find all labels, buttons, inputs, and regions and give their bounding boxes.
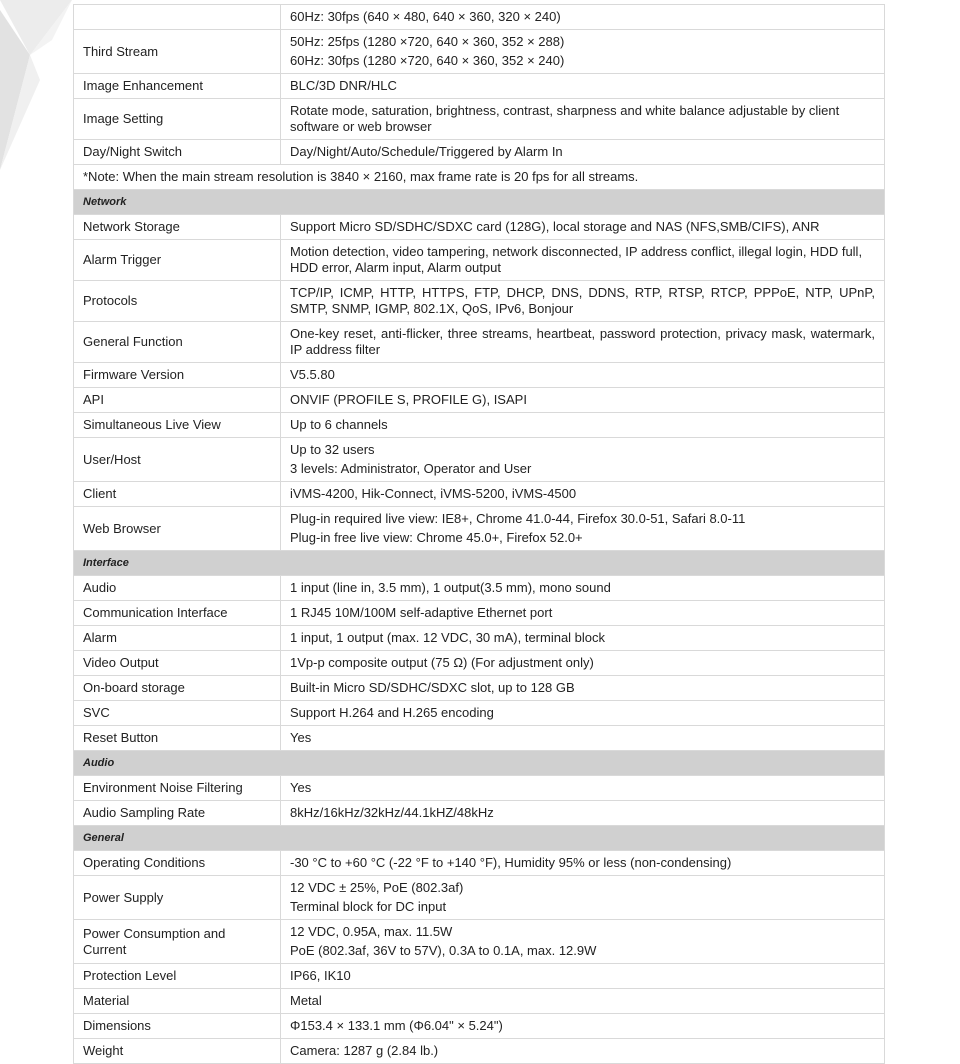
- spec-label: Protection Level: [74, 964, 281, 989]
- spec-value: [281, 920, 885, 964]
- spec-value-line: ONVIF (PROFILE S, PROFILE G), ISAPI: [290, 392, 527, 407]
- spec-value: [281, 726, 885, 751]
- spec-value: [281, 801, 885, 826]
- spec-row: [74, 74, 885, 99]
- spec-value-line: 60Hz: 30fps (640 × 480, 640 × 360, 320 × 240): [290, 9, 561, 24]
- spec-value-line: Yes: [290, 730, 312, 745]
- spec-value: [281, 363, 885, 388]
- spec-label: User/Host: [74, 438, 281, 482]
- spec-value: [281, 626, 885, 651]
- spec-value: [281, 438, 885, 482]
- spec-label: Operating Conditions: [74, 851, 281, 876]
- spec-row: [74, 438, 885, 482]
- section-header: [74, 751, 885, 776]
- spec-label: Alarm: [74, 626, 281, 651]
- spec-value-line: Support Micro SD/SDHC/SDXC card (128G), local storage and NAS (NFS,SMB/CIFS), ANR: [290, 219, 820, 234]
- spec-label: Image Setting: [74, 99, 281, 140]
- spec-label: Day/Night Switch: [74, 140, 281, 165]
- spec-value: [281, 1014, 885, 1039]
- spec-value-line: 12 VDC ± 25%, PoE (802.3af): [290, 880, 464, 895]
- spec-value: [281, 240, 885, 281]
- spec-value-line: One-key reset, anti-flicker, three streams, heartbeat, password protection, privacy mask, watermark, IP address filter: [290, 326, 875, 357]
- spec-label: Material: [74, 989, 281, 1014]
- spec-row: [74, 5, 885, 30]
- spec-label: Power Supply: [74, 876, 281, 920]
- spec-label: [74, 5, 281, 30]
- spec-row: [74, 601, 885, 626]
- spec-value: [281, 676, 885, 701]
- spec-value-line: Terminal block for DC input: [290, 899, 447, 914]
- spec-value: [281, 989, 885, 1014]
- spec-label: Simultaneous Live View: [74, 413, 281, 438]
- section-title: General: [74, 826, 885, 851]
- spec-value-line: Metal: [290, 993, 322, 1008]
- spec-value-line: 1 RJ45 10M/100M self-adaptive Ethernet port: [290, 605, 553, 620]
- spec-value-line: Yes: [290, 780, 312, 795]
- section-title: Audio: [74, 751, 885, 776]
- spec-value-line: Support H.264 and H.265 encoding: [290, 705, 494, 720]
- section-title: Interface: [74, 551, 885, 576]
- spec-value: [281, 215, 885, 240]
- spec-label: Video Output: [74, 651, 281, 676]
- spec-value: [281, 776, 885, 801]
- spec-row: [74, 99, 885, 140]
- spec-value: [281, 964, 885, 989]
- spec-value-line: 1 input, 1 output (max. 12 VDC, 30 mA), terminal block: [290, 630, 606, 645]
- spec-value-line: Rotate mode, saturation, brightness, contrast, sharpness and white balance adjustable by client software or web browser: [290, 103, 840, 134]
- spec-value: [281, 140, 885, 165]
- spec-label: Client: [74, 482, 281, 507]
- spec-row: [74, 140, 885, 165]
- spec-value: [281, 322, 885, 363]
- spec-value-line: Up to 32 users: [290, 442, 375, 457]
- spec-label: On-board storage: [74, 676, 281, 701]
- spec-value-line: 50Hz: 25fps (1280 ×720, 640 × 360, 352 × 288): [290, 34, 565, 49]
- spec-value-line: Camera: 1287 g (2.84 lb.): [290, 1043, 439, 1058]
- note-text: *Note: When the main stream resolution is 3840 × 2160, max frame rate is 20 fps for all streams.: [74, 165, 885, 190]
- spec-value-line: Built-in Micro SD/SDHC/SDXC slot, up to 128 GB: [290, 680, 575, 695]
- spec-label: Firmware Version: [74, 363, 281, 388]
- spec-value: [281, 5, 885, 30]
- spec-row: [74, 413, 885, 438]
- spec-value-line: Φ153.4 × 133.1 mm (Φ6.04" × 5.24"): [290, 1018, 503, 1033]
- spec-table: [73, 4, 885, 1064]
- spec-value-line: Up to 6 channels: [290, 417, 388, 432]
- spec-label: Audio: [74, 576, 281, 601]
- spec-row: [74, 363, 885, 388]
- spec-label: Communication Interface: [74, 601, 281, 626]
- spec-row: [74, 651, 885, 676]
- spec-value: [281, 281, 885, 322]
- spec-row: [74, 801, 885, 826]
- spec-value-line: Plug-in required live view: IE8+, Chrome 41.0-44, Firefox 30.0-51, Safari 8.0-11: [290, 511, 746, 526]
- spec-label: Network Storage: [74, 215, 281, 240]
- spec-label: SVC: [74, 701, 281, 726]
- spec-label: Power Consumption and Current: [74, 920, 281, 964]
- spec-value: [281, 651, 885, 676]
- spec-row: [74, 281, 885, 322]
- spec-value-line: BLC/3D DNR/HLC: [290, 78, 397, 93]
- spec-row: [74, 676, 885, 701]
- spec-value-line: IP66, IK10: [290, 968, 351, 983]
- spec-value: [281, 74, 885, 99]
- spec-value-line: 8kHz/16kHz/32kHz/44.1kHZ/48kHz: [290, 805, 494, 820]
- spec-row: [74, 964, 885, 989]
- spec-row: [74, 30, 885, 74]
- spec-value-line: iVMS-4200, Hik-Connect, iVMS-5200, iVMS-4500: [290, 486, 577, 501]
- section-title: Network: [74, 190, 885, 215]
- spec-row: [74, 507, 885, 551]
- spec-label: Environment Noise Filtering: [74, 776, 281, 801]
- spec-row: [74, 876, 885, 920]
- spec-value-line: Plug-in free live view: Chrome 45.0+, Firefox 52.0+: [290, 530, 583, 545]
- section-header: [74, 826, 885, 851]
- spec-value: [281, 701, 885, 726]
- spec-label: API: [74, 388, 281, 413]
- spec-label: Alarm Trigger: [74, 240, 281, 281]
- spec-value: [281, 413, 885, 438]
- spec-value-line: Day/Night/Auto/Schedule/Triggered by Alarm In: [290, 144, 563, 159]
- spec-row: [74, 322, 885, 363]
- spec-value-line: 3 levels: Administrator, Operator and User: [290, 461, 532, 476]
- spec-label: Reset Button: [74, 726, 281, 751]
- spec-label: Image Enhancement: [74, 74, 281, 99]
- note-row: [74, 165, 885, 190]
- spec-table-body: [74, 5, 885, 1064]
- spec-value: [281, 482, 885, 507]
- spec-value: [281, 1039, 885, 1064]
- spec-value-line: 1 input (line in, 3.5 mm), 1 output(3.5 mm), mono sound: [290, 580, 611, 595]
- spec-row: [74, 726, 885, 751]
- spec-row: [74, 1039, 885, 1064]
- section-header: [74, 551, 885, 576]
- spec-row: [74, 626, 885, 651]
- spec-value-line: 60Hz: 30fps (1280 ×720, 640 × 360, 352 × 240): [290, 53, 565, 68]
- spec-value: [281, 99, 885, 140]
- spec-label: Third Stream: [74, 30, 281, 74]
- spec-row: [74, 776, 885, 801]
- spec-label: Weight: [74, 1039, 281, 1064]
- spec-row: [74, 482, 885, 507]
- spec-row: [74, 576, 885, 601]
- spec-row: [74, 388, 885, 413]
- spec-row: [74, 701, 885, 726]
- spec-label: Dimensions: [74, 1014, 281, 1039]
- spec-value-line: PoE (802.3af, 36V to 57V), 0.3A to 0.1A, max. 12.9W: [290, 943, 597, 958]
- spec-value: [281, 388, 885, 413]
- spec-value: [281, 507, 885, 551]
- spec-value: [281, 851, 885, 876]
- spec-value-line: -30 °C to +60 °C (-22 °F to +140 °F), Humidity 95% or less (non-condensing): [290, 855, 732, 870]
- spec-value: [281, 876, 885, 920]
- spec-label: Audio Sampling Rate: [74, 801, 281, 826]
- spec-value-line: TCP/IP, ICMP, HTTP, HTTPS, FTP, DHCP, DNS, DDNS, RTP, RTSP, RTCP, PPPoE, NTP, UPnP, SMTP, SNMP, IGMP, 802.1X, QoS, IPv6, Bonjour: [290, 285, 875, 316]
- spec-value: [281, 601, 885, 626]
- section-header: [74, 190, 885, 215]
- spec-label: Web Browser: [74, 507, 281, 551]
- spec-row: [74, 240, 885, 281]
- spec-row: [74, 851, 885, 876]
- spec-row: [74, 920, 885, 964]
- spec-row: [74, 1014, 885, 1039]
- spec-row: [74, 989, 885, 1014]
- spec-label: General Function: [74, 322, 281, 363]
- spec-label: Protocols: [74, 281, 281, 322]
- spec-row: [74, 215, 885, 240]
- brand-triangle-decoration: [0, 0, 80, 180]
- spec-value: [281, 30, 885, 74]
- spec-value-line: Motion detection, video tampering, network disconnected, IP address conflict, illegal login, HDD full, HDD error, Alarm input, Alarm output: [290, 244, 863, 275]
- spec-value-line: 1Vp-p composite output (75 Ω) (For adjustment only): [290, 655, 594, 670]
- spec-value-line: V5.5.80: [290, 367, 335, 382]
- spec-value: [281, 576, 885, 601]
- spec-value-line: 12 VDC, 0.95A, max. 11.5W: [290, 924, 453, 939]
